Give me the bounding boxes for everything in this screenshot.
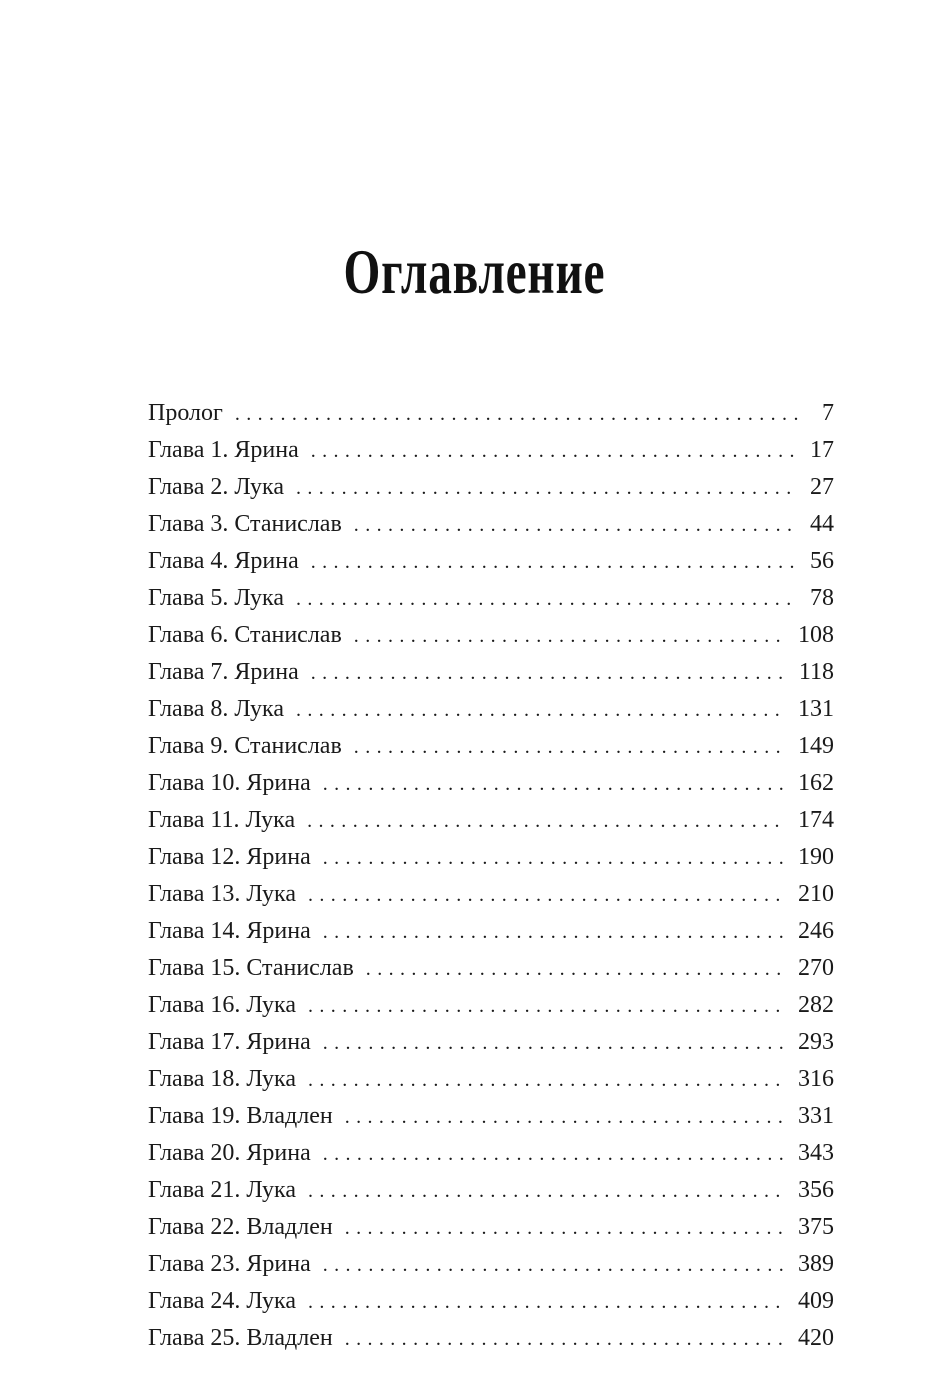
toc-entry xyxy=(148,802,834,839)
toc-entry xyxy=(148,432,834,469)
toc-entry xyxy=(148,876,834,913)
toc-entry xyxy=(148,395,834,432)
dot-leader xyxy=(308,1062,786,1099)
toc-entry-page-number: 343 xyxy=(798,1140,834,1166)
toc-entry-page-number: 316 xyxy=(798,1066,834,1092)
toc-entry-page-number: 420 xyxy=(798,1325,834,1351)
dot-leader xyxy=(296,581,798,618)
toc-entry-title: Глава 15. Станислав xyxy=(148,955,354,981)
dot-leader xyxy=(307,803,786,840)
toc-entry-title: Глава 20. Ярина xyxy=(148,1140,311,1166)
toc-entry-title: Глава 17. Ярина xyxy=(148,1029,311,1055)
dot-leader xyxy=(235,396,798,433)
table-of-contents xyxy=(148,395,834,1357)
toc-entry-page-number: 27 xyxy=(810,474,834,500)
dot-leader xyxy=(354,507,798,544)
toc-entry-title: Глава 18. Лука xyxy=(148,1066,296,1092)
toc-entry-title: Глава 3. Станислав xyxy=(148,511,342,537)
toc-entry-page-number: 190 xyxy=(798,844,834,870)
toc-entry xyxy=(148,617,834,654)
toc-entry-title: Глава 10. Ярина xyxy=(148,770,311,796)
toc-entry-page-number: 162 xyxy=(798,770,834,796)
dot-leader xyxy=(311,544,798,581)
toc-entry xyxy=(148,1246,834,1283)
toc-entry xyxy=(148,1209,834,1246)
toc-entry xyxy=(148,543,834,580)
toc-entry xyxy=(148,654,834,691)
toc-entry-title: Глава 8. Лука xyxy=(148,696,284,722)
dot-leader xyxy=(323,914,786,951)
dot-leader xyxy=(323,1247,786,1284)
toc-entry xyxy=(148,1024,834,1061)
toc-entry-title: Глава 23. Ярина xyxy=(148,1251,311,1277)
dot-leader xyxy=(323,840,786,877)
toc-entry-page-number: 270 xyxy=(798,955,834,981)
dot-leader xyxy=(354,729,786,766)
toc-entry-title: Глава 19. Владлен xyxy=(148,1103,333,1129)
toc-entry-title: Глава 11. Лука xyxy=(148,807,296,833)
toc-entry-title: Глава 1. Ярина xyxy=(148,437,299,463)
toc-entry xyxy=(148,506,834,543)
toc-entry xyxy=(148,469,834,506)
toc-entry-title: Глава 4. Ярина xyxy=(148,548,299,574)
toc-entry xyxy=(148,1098,834,1135)
toc-entry-page-number: 282 xyxy=(798,992,834,1018)
toc-entry-page-number: 108 xyxy=(798,622,834,648)
toc-entry-page-number: 44 xyxy=(810,511,834,537)
toc-entry-page-number: 246 xyxy=(798,918,834,944)
page-title: Оглавление xyxy=(343,236,606,307)
toc-entry-page-number: 293 xyxy=(798,1029,834,1055)
toc-entry-title: Глава 13. Лука xyxy=(148,881,296,907)
dot-leader xyxy=(296,692,786,729)
dot-leader xyxy=(308,1173,786,1210)
dot-leader xyxy=(345,1099,786,1136)
toc-entry-page-number: 118 xyxy=(798,659,834,685)
toc-entry xyxy=(148,1320,834,1357)
toc-entry-page-number: 356 xyxy=(798,1177,834,1203)
dot-leader xyxy=(366,951,786,988)
dot-leader xyxy=(311,655,787,692)
toc-entry xyxy=(148,1135,834,1172)
toc-entry xyxy=(148,765,834,802)
toc-entry-page-number: 149 xyxy=(798,733,834,759)
dot-leader xyxy=(311,433,798,470)
toc-entry-title: Глава 22. Владлен xyxy=(148,1214,333,1240)
toc-entry xyxy=(148,913,834,950)
toc-entry-title: Глава 2. Лука xyxy=(148,474,284,500)
dot-leader xyxy=(323,1136,786,1173)
toc-entry-title: Глава 24. Лука xyxy=(148,1288,296,1314)
dot-leader xyxy=(308,988,786,1025)
dot-leader xyxy=(308,877,786,914)
toc-entry xyxy=(148,1283,834,1320)
toc-entry-title: Глава 16. Лука xyxy=(148,992,296,1018)
toc-entry-title: Глава 25. Владлен xyxy=(148,1325,333,1351)
toc-entry-page-number: 409 xyxy=(798,1288,834,1314)
toc-entry-page-number: 7 xyxy=(822,400,834,426)
toc-entry xyxy=(148,691,834,728)
toc-entry xyxy=(148,1172,834,1209)
toc-entry-title: Глава 7. Ярина xyxy=(148,659,299,685)
dot-leader xyxy=(296,470,798,507)
toc-entry xyxy=(148,580,834,617)
toc-entry-title: Глава 6. Станислав xyxy=(148,622,342,648)
toc-entry-page-number: 131 xyxy=(798,696,834,722)
toc-entry-title: Пролог xyxy=(148,400,223,426)
toc-entry-page-number: 174 xyxy=(798,807,834,833)
dot-leader xyxy=(308,1284,786,1321)
toc-entry-page-number: 389 xyxy=(798,1251,834,1277)
toc-entry xyxy=(148,987,834,1024)
dot-leader xyxy=(354,618,786,655)
toc-entry-page-number: 17 xyxy=(810,437,834,463)
toc-entry xyxy=(148,728,834,765)
toc-entry xyxy=(148,1061,834,1098)
toc-entry-page-number: 78 xyxy=(810,585,834,611)
toc-entry xyxy=(148,839,834,876)
dot-leader xyxy=(323,1025,786,1062)
toc-entry-page-number: 56 xyxy=(810,548,834,574)
toc-entry-title: Глава 9. Станислав xyxy=(148,733,342,759)
toc-entry-page-number: 331 xyxy=(798,1103,834,1129)
toc-entry-title: Глава 12. Ярина xyxy=(148,844,311,870)
dot-leader xyxy=(345,1210,786,1247)
toc-entry-title: Глава 5. Лука xyxy=(148,585,284,611)
dot-leader xyxy=(345,1321,786,1358)
toc-entry-page-number: 375 xyxy=(798,1214,834,1240)
toc-entry xyxy=(148,950,834,987)
toc-entry-title: Глава 14. Ярина xyxy=(148,918,311,944)
dot-leader xyxy=(323,766,786,803)
toc-entry-title: Глава 21. Лука xyxy=(148,1177,296,1203)
toc-entry-page-number: 210 xyxy=(798,881,834,907)
